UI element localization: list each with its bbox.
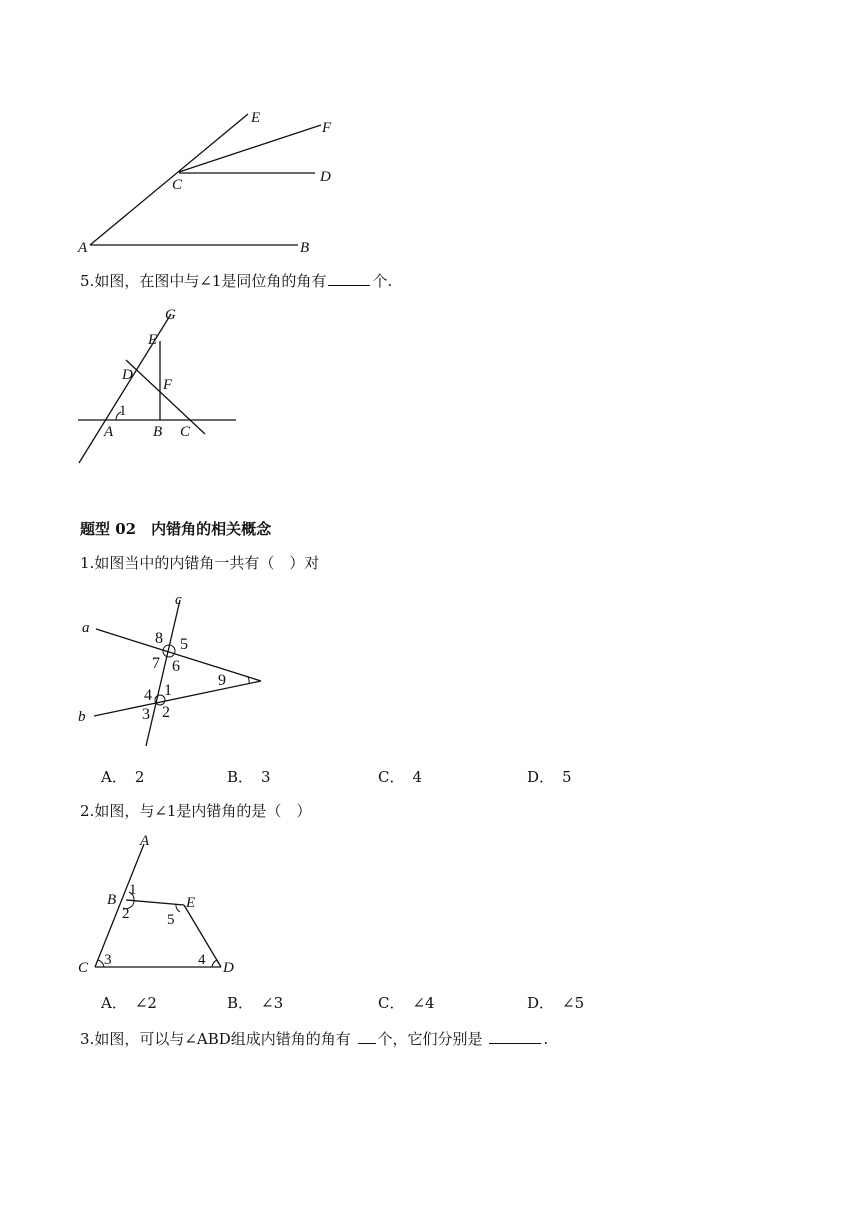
label-e: E — [251, 110, 261, 126]
label-angle-6: 6 — [172, 658, 180, 675]
question-2 — [80, 800, 311, 821]
answer-blank-count[interactable] — [358, 1029, 376, 1044]
label-angle-7: 7 — [152, 655, 160, 672]
label-angle-3: 3 — [142, 706, 150, 723]
label-angle-2: 2 — [162, 704, 170, 721]
question-5: 5.如图，在图中与∠1是同位角的角有 个. — [80, 272, 393, 290]
label-a: A — [78, 240, 88, 256]
option-d[interactable]: D． 5 — [527, 768, 572, 786]
label-angle-1: 1 — [129, 882, 137, 898]
label-b: B — [300, 240, 310, 256]
label-c: C — [172, 177, 183, 193]
label-d: D — [223, 960, 234, 976]
option-b[interactable]: B． 3 — [227, 768, 271, 786]
label-angle-5: 5 — [167, 912, 175, 928]
label-b: b — [78, 709, 86, 725]
question-number: 1. — [80, 554, 95, 572]
figure-alternate-angles-count — [78, 588, 268, 750]
figure-1-svg — [78, 100, 348, 258]
figure-3-svg — [78, 588, 268, 750]
label-angle-4: 4 — [198, 952, 206, 968]
answer-blank-angles[interactable] — [489, 1029, 541, 1044]
label-angle-2: 2 — [122, 906, 130, 922]
figure-corresponding-angles — [76, 306, 241, 468]
option-d[interactable]: D． ∠5 — [527, 994, 585, 1012]
label-e: E — [186, 895, 196, 911]
label-g: G — [165, 307, 176, 323]
label-a: A — [140, 833, 150, 849]
question-text: 如图，在图中与∠1是同位角的角有 — [94, 272, 327, 290]
figure-alternate-angle-1 — [76, 830, 241, 978]
figure-2-svg — [76, 306, 241, 468]
label-e: E — [148, 332, 158, 348]
question-1 — [80, 552, 319, 573]
label-c: C — [180, 424, 191, 440]
question-text: 如图当中的内错角一共有（ ）对 — [94, 554, 320, 572]
label-angle-1: 1 — [119, 403, 127, 419]
question-number: 3. — [80, 1030, 95, 1048]
label-a: A — [104, 424, 114, 440]
label-d: D — [320, 169, 331, 185]
label-b: B — [107, 892, 117, 908]
label-c: c — [175, 592, 182, 608]
option-c[interactable]: C． 4 — [378, 768, 423, 786]
option-a[interactable]: A． 2 — [101, 768, 145, 786]
question-text: 如图，可以与∠ABD组成内错角的角有 — [94, 1030, 356, 1048]
label-f: F — [163, 377, 173, 393]
label-angle-1: 1 — [164, 682, 172, 699]
label-b: B — [153, 424, 163, 440]
label-angle-5: 5 — [180, 636, 188, 653]
label-angle-8: 8 — [155, 630, 163, 647]
label-a: a — [82, 620, 90, 636]
option-b[interactable]: B． ∠3 — [227, 994, 284, 1012]
question-text: 如图，与∠1是内错角的是（ ） — [94, 802, 312, 820]
label-d: D — [122, 367, 133, 383]
answer-blank[interactable] — [328, 271, 370, 286]
option-a[interactable]: A． ∠2 — [101, 994, 157, 1012]
label-angle-4: 4 — [144, 687, 152, 704]
question-3: 3.如图，可以与∠ABD组成内错角的角有 个，它们分别是 . — [80, 1030, 549, 1048]
question-number: 2. — [80, 802, 95, 820]
figure-angles-ac-cd — [78, 100, 348, 258]
figure-4-svg — [76, 830, 241, 978]
section-heading: 题型 02 内错角的相关概念 — [80, 520, 272, 538]
label-c: C — [78, 960, 89, 976]
question-number: 5. — [80, 272, 95, 290]
label-f: F — [322, 120, 332, 136]
label-angle-3: 3 — [104, 952, 112, 968]
option-c[interactable]: C． ∠4 — [378, 994, 435, 1012]
label-angle-9: 9 — [218, 672, 226, 689]
